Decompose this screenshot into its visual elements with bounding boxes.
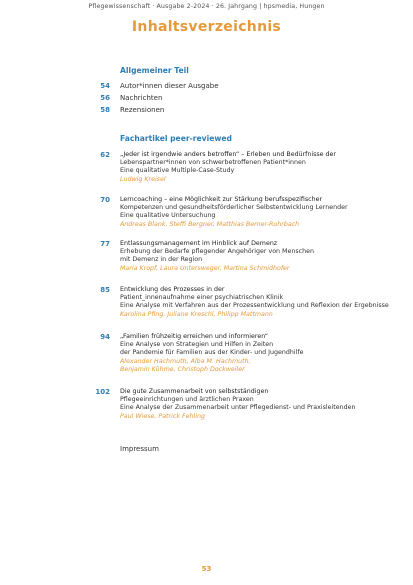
article-authors: Alexander Hachmuth, Alba M. Hachmuth, [120, 357, 251, 365]
article-title: Die gute Zusammenarbeit von selbstständigen [120, 388, 269, 395]
article-subtitle: der Pandemie für Familien aus der Kinder- und Jugendhilfe [120, 349, 304, 357]
toc-page-number: 70 [100, 196, 110, 204]
article-authors: Andreas Blank, Steffi Bergner, Matthias Berner-Rohrbach [120, 220, 300, 228]
section-title-articles: Fachartikel peer-reviewed [120, 134, 232, 143]
article-title: „Jeder ist irgendwie anders betroffen“ – Erleben und Bedürfnisse der [120, 151, 337, 158]
toc-page-number: 77 [100, 240, 110, 248]
toc-entry-reviews[interactable] [0, 106, 413, 116]
toc-entry-label: Nachrichten [120, 94, 163, 102]
article-authors: Maria Kropf, Laura Untersweger, Martina Schmidhofer [120, 264, 290, 272]
article-subtitle: Eine qualitative Multiple-Case-Study [120, 167, 235, 175]
article-title-line: Eine Analyse von Strategien und Hilfen in Zeiten [120, 341, 274, 349]
toc-page-number: 58 [100, 106, 110, 114]
toc-page-number: 62 [100, 151, 110, 159]
article-title-line: Erhebung der Bedarfe pflegender Angehöriger von Menschen [120, 248, 314, 256]
article-authors: Karolina Pfing, Juliane Kreschl, Philipp Mattmann [120, 310, 273, 318]
article-subtitle: Eine Analyse der Zusammenarbeit unter Pflegedienst- und Praxisleitenden [120, 404, 356, 412]
toc-page-number: 54 [100, 82, 110, 90]
article-subtitle: Eine qualitative Untersuchung [120, 212, 216, 220]
article-subtitle: Eine Analyse mit Verfahren aus der Prozessentwicklung und Reflexion der Ergebnisse [120, 302, 389, 310]
toc-page-number: 94 [100, 333, 110, 341]
toc-entry-authors[interactable] [0, 82, 413, 92]
page-number: 53 [201, 565, 212, 573]
article-title: Entwicklung des Prozesses in der [120, 286, 225, 293]
article-subtitle: mit Demenz in der Region [120, 256, 203, 264]
article-authors: Ludwig Kreisel [120, 175, 166, 183]
section-title-general: Allgemeiner Teil [120, 66, 189, 75]
toc-entry-impressum[interactable]: Impressum [120, 445, 159, 453]
article-title-line: Kompetenzen und gesundheitsförderlicher Selbstentwicklung Lernender [120, 204, 348, 212]
article-title-line: Patient_innenaufnahme einer psychiatrischen Klinik [120, 294, 284, 302]
article-title: Entlassungsmanagement im Hinblick auf Demenz [120, 240, 278, 247]
article-title: Lerncoaching – eine Möglichkeit zur Stärkung berufsspezifischer [120, 196, 323, 203]
toc-page-number: 56 [100, 94, 110, 102]
article-title-line: Lebenspartner*innen von schwerbetroffenen Patient*innen [120, 159, 306, 167]
journal-header: Pflegewissenschaft · Ausgabe 2-2024 · 26. Jahrgang | hpsmedia, Hungen [88, 3, 325, 10]
toc-page-number: 85 [100, 286, 110, 294]
article-authors: Benjamin Kühme, Christoph Dockweiler [120, 366, 245, 374]
toc-entry-label: Autor*innen dieser Ausgabe [120, 82, 219, 90]
page-title: Inhaltsverzeichnis [131, 19, 282, 35]
article-authors: Paul Wiese, Patrick Fehling [120, 412, 205, 420]
article-title-line: Pflegeeinrichtungen und ärztlichen Praxen [120, 396, 254, 404]
article-title: „Familien frühzeitig erreichen und informieren“ [120, 333, 269, 340]
toc-entry-label: Rezensionen [120, 106, 165, 114]
toc-page-number: 102 [95, 388, 110, 396]
toc-entry-news[interactable] [0, 94, 413, 104]
